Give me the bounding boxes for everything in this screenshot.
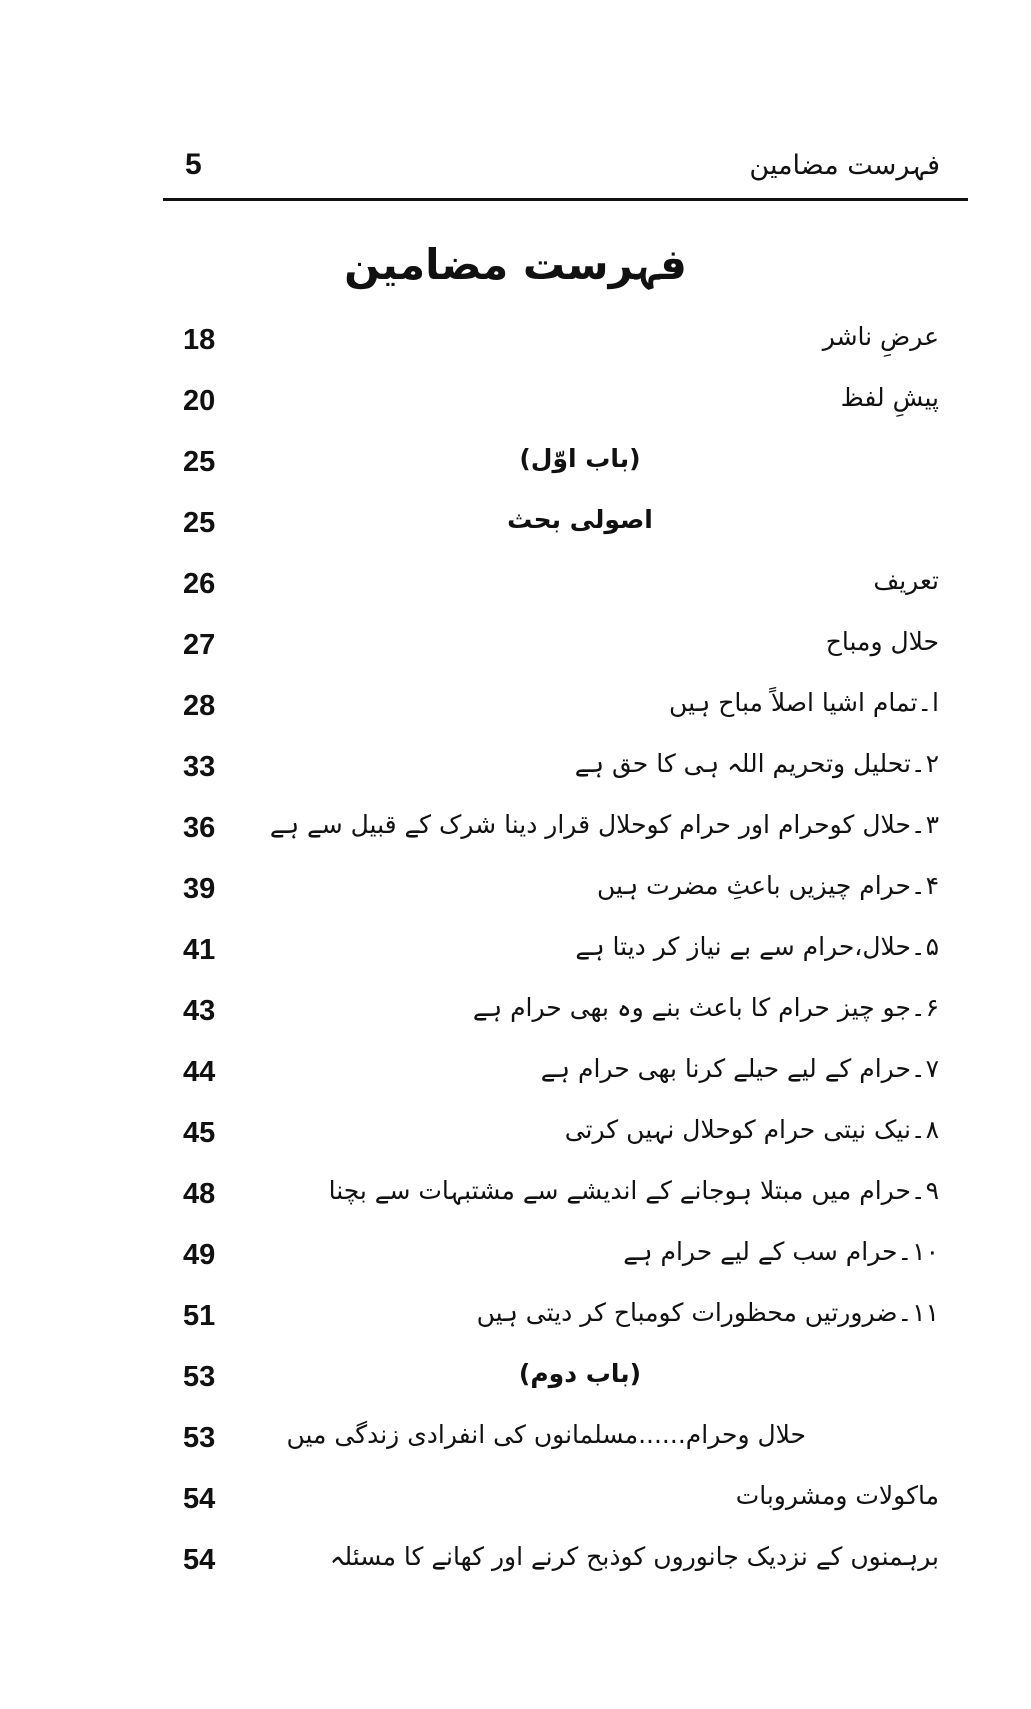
- toc-entry-title: برہمنوں کے نزدیک جانوروں کوذبح کرنے اور کھانے کا مسئلہ: [329, 1542, 939, 1571]
- toc-page-number: 45: [183, 1117, 216, 1149]
- toc-entry: [0, 1172, 1031, 1228]
- toc-page-number: 25: [183, 446, 216, 478]
- toc-page-number: 54: [183, 1544, 216, 1576]
- toc-entry: [0, 623, 1031, 679]
- toc-chapter-heading: [0, 1355, 1031, 1411]
- toc-entry: [0, 684, 1031, 740]
- toc-entry-title: ۶۔جو چیز حرام کا باعث بنے وہ بھی حرام ہے: [472, 993, 939, 1022]
- toc-entry-title: ا۔تمام اشیا اصلاً مباح ہیں: [669, 688, 939, 717]
- toc-page-number: 54: [183, 1483, 216, 1515]
- toc-title: فہرست مضامین: [344, 240, 687, 289]
- toc-entry: [0, 1538, 1031, 1594]
- toc-entry-title: ماکولات ومشروبات: [735, 1481, 939, 1510]
- toc-entry: [0, 806, 1031, 862]
- toc-page-number: 39: [183, 873, 216, 905]
- toc-page-number: 33: [183, 751, 216, 783]
- toc-entry-title: ۴۔حرام چیزیں باعثِ مضرت ہیں: [597, 871, 939, 900]
- toc-entry-title: ۷۔حرام کے لیے حیلے کرنا بھی حرام ہے: [540, 1054, 939, 1083]
- toc-page-number: 26: [183, 568, 216, 600]
- header-rule: [163, 198, 968, 201]
- toc-page-number: 18: [183, 324, 216, 356]
- toc-entry: [0, 989, 1031, 1045]
- toc-page-number: 20: [183, 385, 216, 417]
- toc-entry: [0, 1111, 1031, 1167]
- toc-entry: [0, 745, 1031, 801]
- toc-entry: [0, 1050, 1031, 1106]
- toc-entry-title: ۱۱۔ضرورتیں محظورات کومباح کر دیتی ہیں: [476, 1298, 939, 1327]
- toc-entry-title: ۳۔حلال کوحرام اور حرام کوحلال قرار دینا شرک کے قبیل سے ہے: [269, 810, 939, 839]
- toc-entry: [0, 1233, 1031, 1289]
- toc-page-number: 53: [183, 1361, 216, 1393]
- toc-entry: [0, 1294, 1031, 1350]
- toc-page-number: 25: [183, 507, 216, 539]
- toc-entry-title: حلال وحرام......مسلمانوں کی انفرادی زندگی میں: [286, 1420, 806, 1449]
- toc-entry: [0, 562, 1031, 618]
- toc-entry: [0, 928, 1031, 984]
- toc-entry-title: ۲۔تحلیل وتحریم اللہ ہی کا حق ہے: [574, 749, 939, 778]
- toc-entry: [0, 867, 1031, 923]
- toc-entry-title: ۹۔حرام میں مبتلا ہوجانے کے اندیشے سے مشتبہات سے بچنا: [328, 1176, 939, 1205]
- toc-page-number: 48: [183, 1178, 216, 1210]
- toc-entry: [0, 318, 1031, 374]
- toc-page-number: 53: [183, 1422, 216, 1454]
- toc-page-number: 51: [183, 1300, 216, 1332]
- toc-page-number: 44: [183, 1056, 216, 1088]
- toc-entry: [0, 1477, 1031, 1533]
- toc-page-number: 36: [183, 812, 216, 844]
- toc-entry-title: ۸۔نیک نیتی حرام کوحلال نہیں کرتی: [564, 1115, 939, 1144]
- toc-entry-title: پیشِ لفظ: [840, 383, 939, 412]
- page-number: 5: [185, 148, 202, 181]
- toc-page-number: 28: [183, 690, 216, 722]
- toc-entry-title: عرضِ ناشر: [822, 322, 939, 351]
- toc-entry-title: (باب اوّل): [519, 444, 641, 473]
- toc-entry: [0, 379, 1031, 435]
- toc-section-heading: [0, 501, 1031, 557]
- toc-page-number: 49: [183, 1239, 216, 1271]
- running-title: فہرست مضامین: [749, 150, 940, 181]
- running-header: [163, 140, 968, 204]
- toc-page-number: 43: [183, 995, 216, 1027]
- toc-entry-title: ۵۔حلال،حرام سے بے نیاز کر دیتا ہے: [575, 932, 939, 961]
- toc-entry-title: ۱۰۔حرام سب کے لیے حرام ہے: [623, 1237, 939, 1266]
- toc-entry-title: حلال ومباح: [825, 627, 939, 656]
- toc-entry-title: تعریف: [873, 566, 939, 595]
- toc-page-number: 41: [183, 934, 216, 966]
- toc-page-number: 27: [183, 629, 216, 661]
- toc-entry-title: اصولی بحث: [507, 505, 653, 534]
- toc-entry-title: (باب دوم): [518, 1359, 642, 1388]
- toc-entry: [0, 1416, 1031, 1472]
- toc-chapter-heading: [0, 440, 1031, 496]
